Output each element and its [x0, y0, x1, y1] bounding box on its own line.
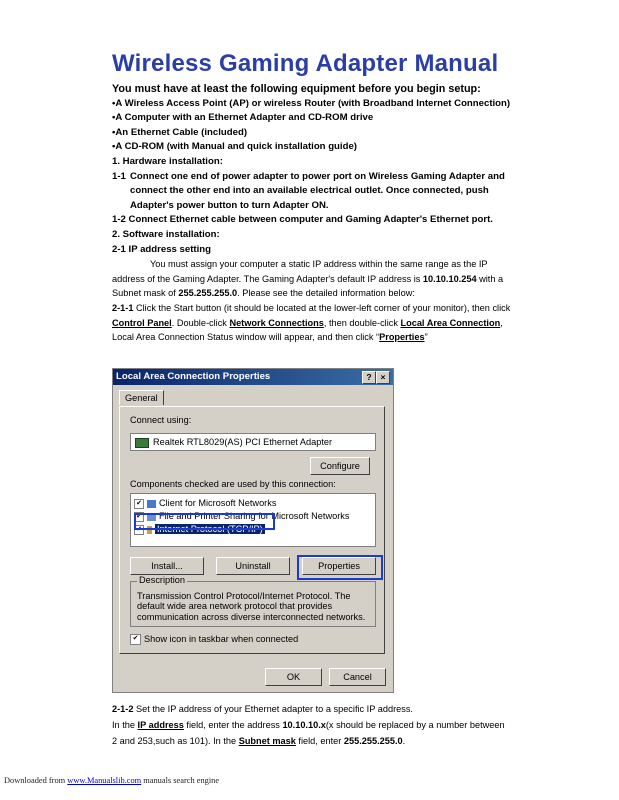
manualslib-link[interactable]: www.Manualslib.com — [67, 776, 142, 785]
local-area-connection-text: Local Area Connection — [400, 317, 501, 328]
step-number: 2-1-2 — [112, 704, 134, 714]
equipment-heading-a: You must have at least the following — [112, 83, 301, 95]
computer-icon — [147, 500, 156, 508]
footer-suffix: manuals search engine — [141, 776, 220, 785]
equipment-item: •A CD-ROM (with Manual and quick installation guide) — [112, 141, 357, 153]
equipment-heading-c: before you begin setup: — [355, 83, 481, 95]
checkbox[interactable]: ✔ — [134, 499, 144, 509]
connect-using-label: Connect using: — [130, 415, 192, 425]
equipment-heading-b: equipment — [300, 83, 356, 95]
general-panel — [119, 406, 385, 654]
description-label: Description — [139, 575, 185, 585]
ip-instr-c: (x should be replaced by a number between 2 and 253,such as 101). In the — [112, 719, 505, 746]
step-2-1-2 — [112, 702, 512, 717]
ip-address-field-text: IP address — [137, 719, 184, 730]
ip-paragraph — [112, 257, 512, 301]
adapter-field — [130, 433, 376, 451]
components-label: Components checked are used by this connection: — [130, 479, 336, 489]
manual-body-continued — [112, 702, 512, 749]
help-icon[interactable]: ? — [362, 371, 376, 384]
ip-paragraph-a: You must assign your computer a static IP address within the same range as the IP address of the Gaming Adapter. The Gaming Adapter's default IP address is — [112, 259, 488, 284]
default-ip: 10.10.10.254 — [422, 273, 477, 284]
list-item[interactable] — [134, 497, 276, 509]
manual-body — [112, 82, 512, 345]
hardware-step-1-2: 1-2 Connect Ethernet cable between computer and Gaming Adapter's Ethernet port. — [112, 214, 493, 226]
hardware-step-1-1 — [112, 170, 512, 214]
ip-value: 10.10.10.x — [282, 719, 326, 730]
ip-paragraph-c: . Please see the detailed information below: — [237, 288, 415, 299]
show-icon-label: Show icon in taskbar when connected — [144, 634, 299, 644]
show-icon-option[interactable] — [130, 633, 298, 645]
dialog-titlebar — [113, 369, 393, 385]
component-label: Client for Microsoft Networks — [159, 498, 277, 508]
description-text: Transmission Control Protocol/Internet Protocol. The default wide area network protocol that provides communication across diverse interconnected networks. — [137, 591, 366, 622]
download-footer — [4, 776, 219, 785]
step-text-d: , Local Area Connection Status window will appear, and then click “ — [112, 317, 503, 343]
step-number: 2-1-1 — [112, 302, 134, 313]
ip-instr-a: In the — [112, 719, 138, 730]
step-2-1-1 — [112, 301, 512, 345]
highlight-tcpip — [134, 513, 275, 530]
step-text-c: , then double-click — [323, 317, 401, 328]
equipment-heading — [112, 82, 512, 97]
step-text: Connect one end of power adapter to power port on Wireless Gaming Adapter and connect the other end into an available electrical outlet. Once connected, push Adapter's power button to turn Adapter ON. — [130, 170, 505, 211]
properties-text: Properties — [379, 332, 425, 343]
checkbox[interactable]: ✔ — [134, 525, 144, 535]
subnet-value: 255.255.255.0 — [343, 735, 403, 746]
hardware-heading: 1. Hardware installation: — [112, 155, 223, 167]
network-connections-text: Network Connections — [229, 317, 324, 328]
description-group — [130, 575, 376, 627]
network-card-icon — [135, 438, 149, 448]
subnet-mask-field-text: Subnet mask — [238, 735, 296, 746]
ip-instr-e: . — [402, 735, 406, 746]
show-icon-checkbox[interactable]: ✔ — [130, 634, 141, 645]
close-icon[interactable]: × — [376, 371, 390, 384]
ip-paragraph-b: with a Subnet mask of — [112, 273, 504, 299]
step-number: 1-1 — [112, 170, 126, 182]
component-label-selected: Internet Protocol (TCP/IP) — [157, 524, 263, 534]
lan-properties-dialog — [112, 368, 394, 693]
ip-setting-subheading: 2-1 IP address setting — [112, 243, 211, 255]
equipment-item: •An Ethernet Cable (included) — [112, 126, 248, 138]
configure-button[interactable]: Configure — [310, 457, 370, 475]
uninstall-button[interactable]: Uninstall — [216, 557, 290, 575]
dialog-tabs — [119, 390, 164, 405]
page-title: Wireless Gaming Adapter Manual — [112, 50, 499, 77]
step-text: Set the IP address of your Ethernet adapter to a specific IP address. — [133, 704, 413, 714]
step-text-a: Click the Start button (it should be located at the lower-left corner of your monitor), then click — [133, 302, 511, 313]
cancel-button[interactable]: Cancel — [329, 668, 386, 686]
ok-button[interactable]: OK — [265, 668, 322, 686]
highlight-properties — [297, 555, 383, 580]
footer-prefix: Downloaded from — [4, 776, 68, 785]
dialog-title: Local Area Connection Properties — [116, 371, 271, 382]
step-text-e: ” — [424, 332, 428, 343]
equipment-item: •A Wireless Access Point (AP) or wireless Router (with Broadband Internet Connection) — [112, 97, 511, 109]
ip-instr-b: field, enter the address — [183, 719, 283, 730]
step-text-b: . Double-click — [171, 317, 230, 328]
adapter-name: Realtek RTL8029(AS) PCI Ethernet Adapter — [153, 437, 333, 447]
install-button[interactable]: Install... — [130, 557, 204, 575]
ip-instr-d: field, enter — [295, 735, 344, 746]
tab-general[interactable]: General — [119, 390, 164, 405]
control-panel-text: Control Panel — [112, 317, 172, 328]
equipment-item: •A Computer with an Ethernet Adapter and CD-ROM drive — [112, 112, 374, 124]
component-label: File and Printer Sharing for Microsoft Networks — [159, 511, 350, 521]
default-subnet: 255.255.255.0 — [178, 288, 238, 299]
properties-button[interactable]: Properties — [302, 557, 376, 575]
checkbox[interactable]: ✔ — [134, 512, 144, 522]
software-heading: 2. Software installation: — [112, 228, 220, 240]
ip-instructions — [112, 717, 512, 749]
